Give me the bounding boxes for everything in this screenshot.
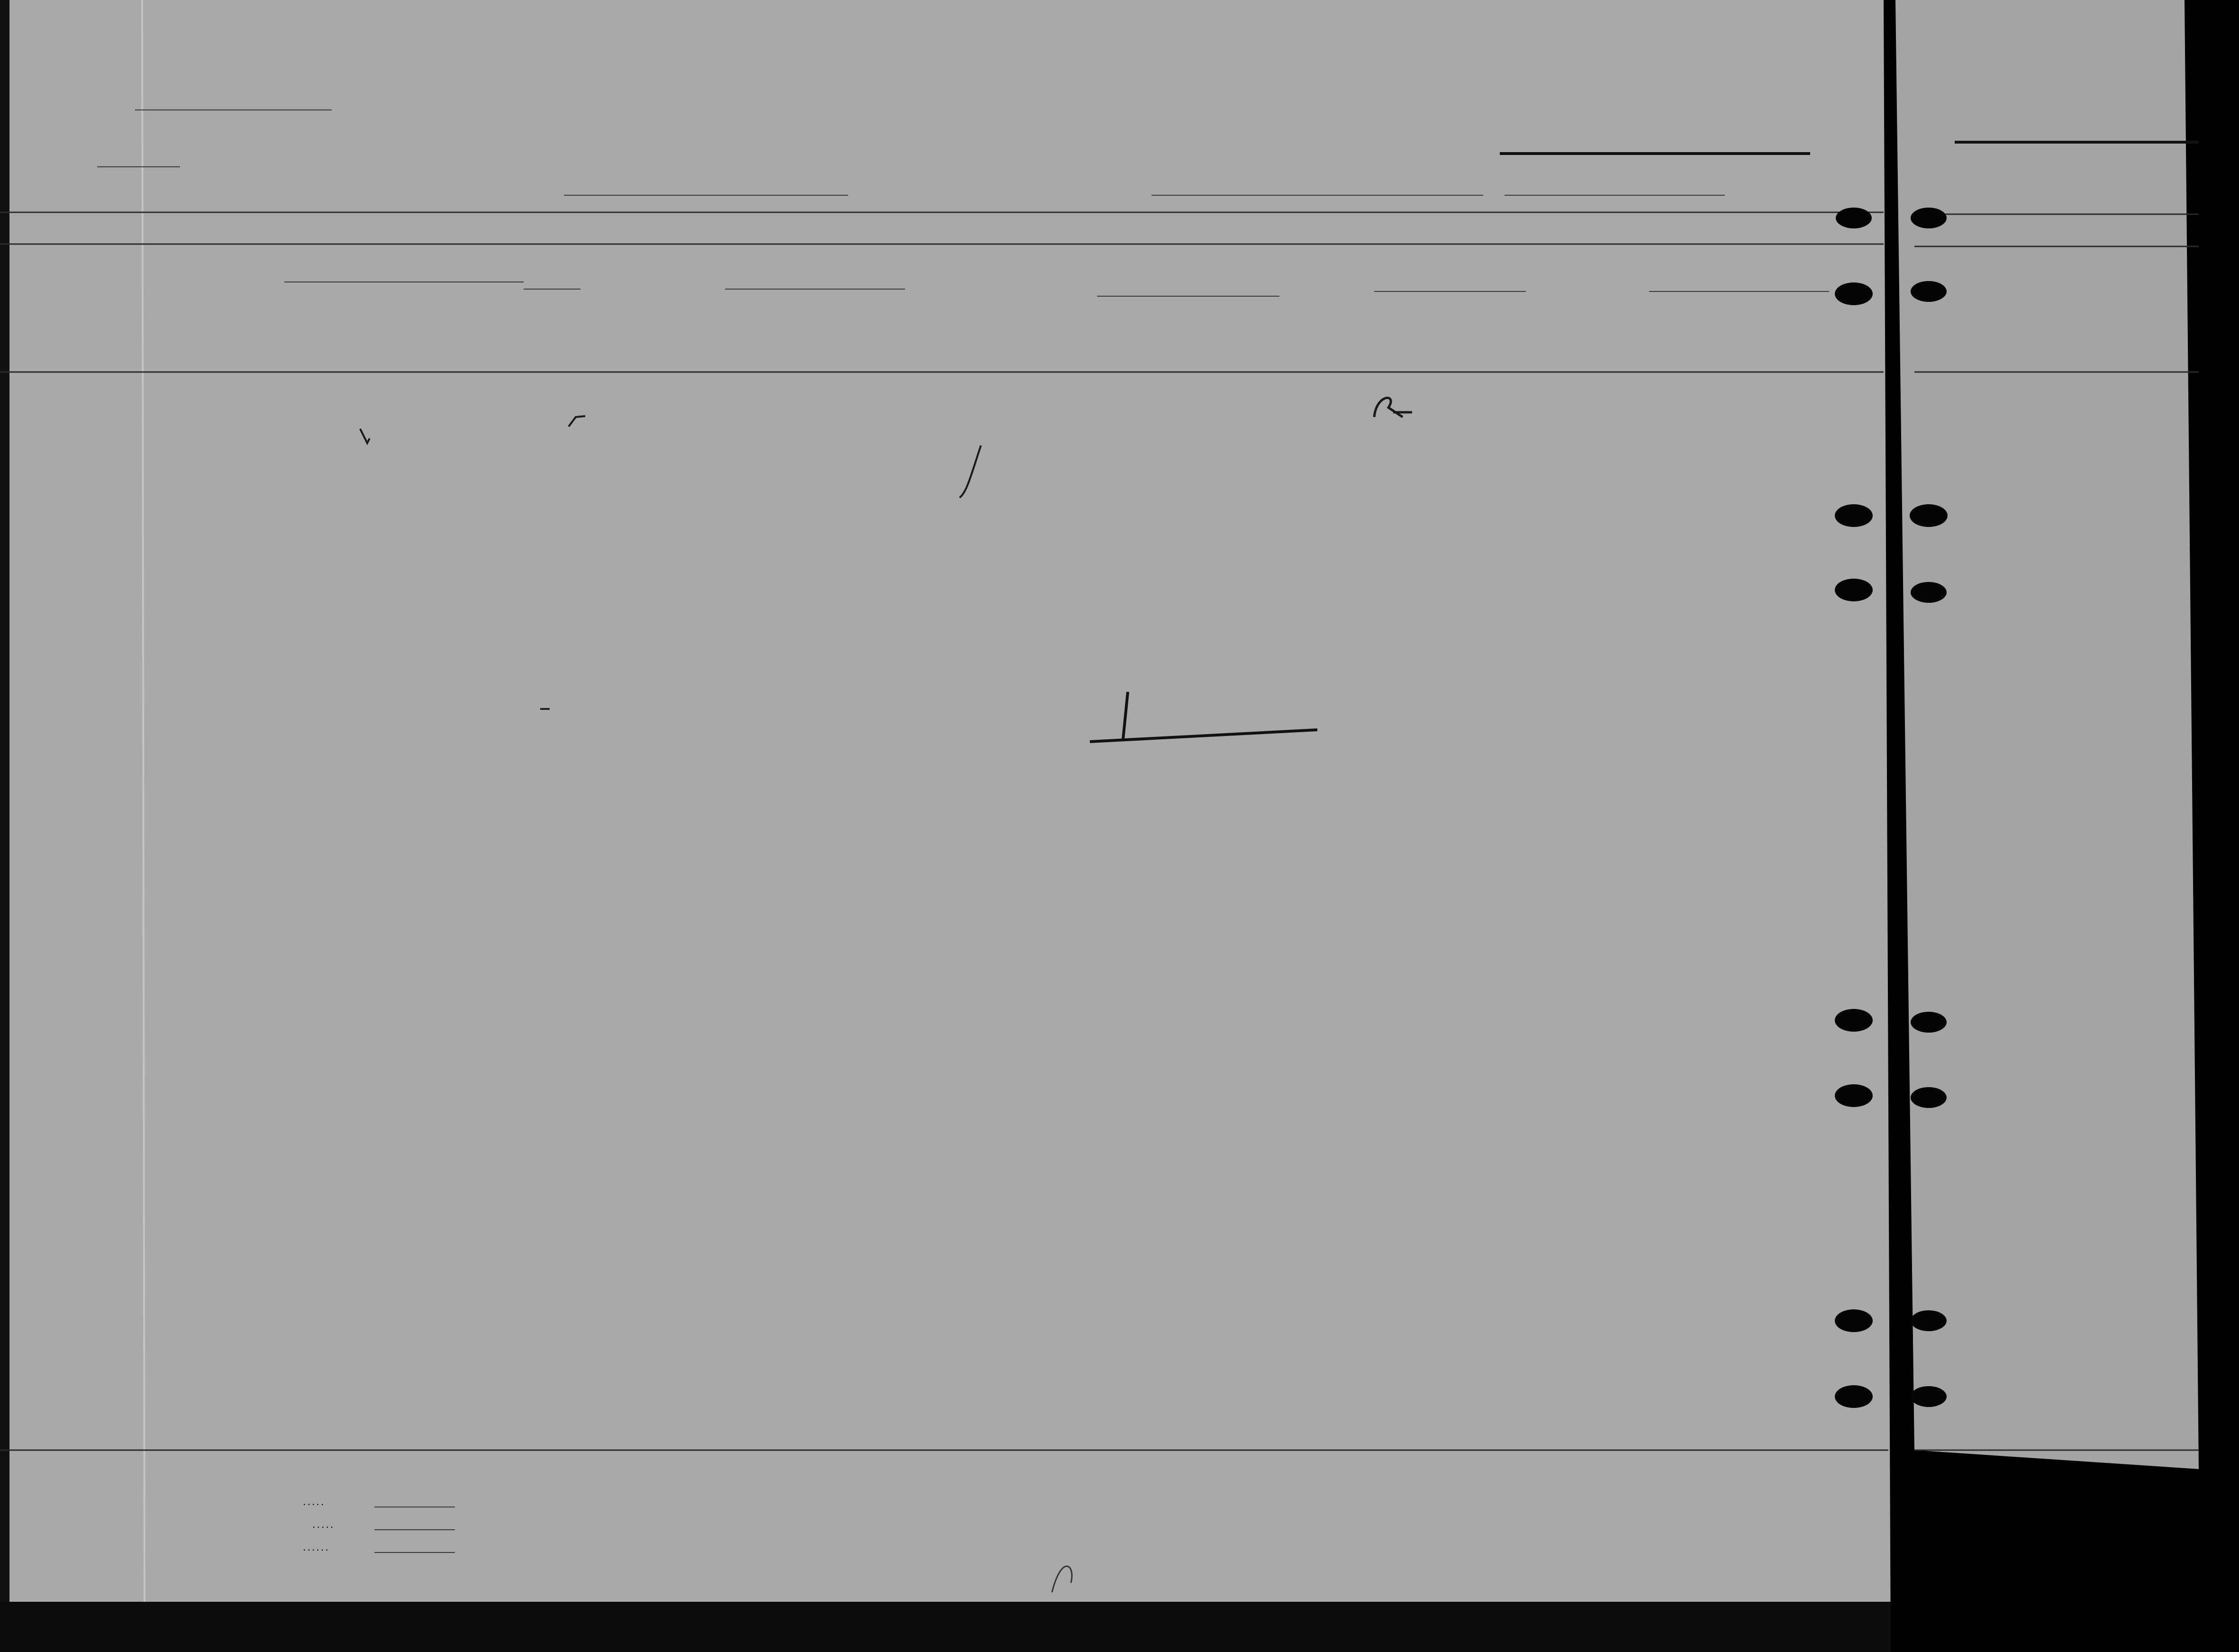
svg-text:. . . . .: . . . . .: [313, 1521, 333, 1530]
svg-text:. . . . .: . . . . .: [303, 1498, 324, 1507]
svg-text:. . . . . .: . . . . . .: [303, 1543, 328, 1552]
